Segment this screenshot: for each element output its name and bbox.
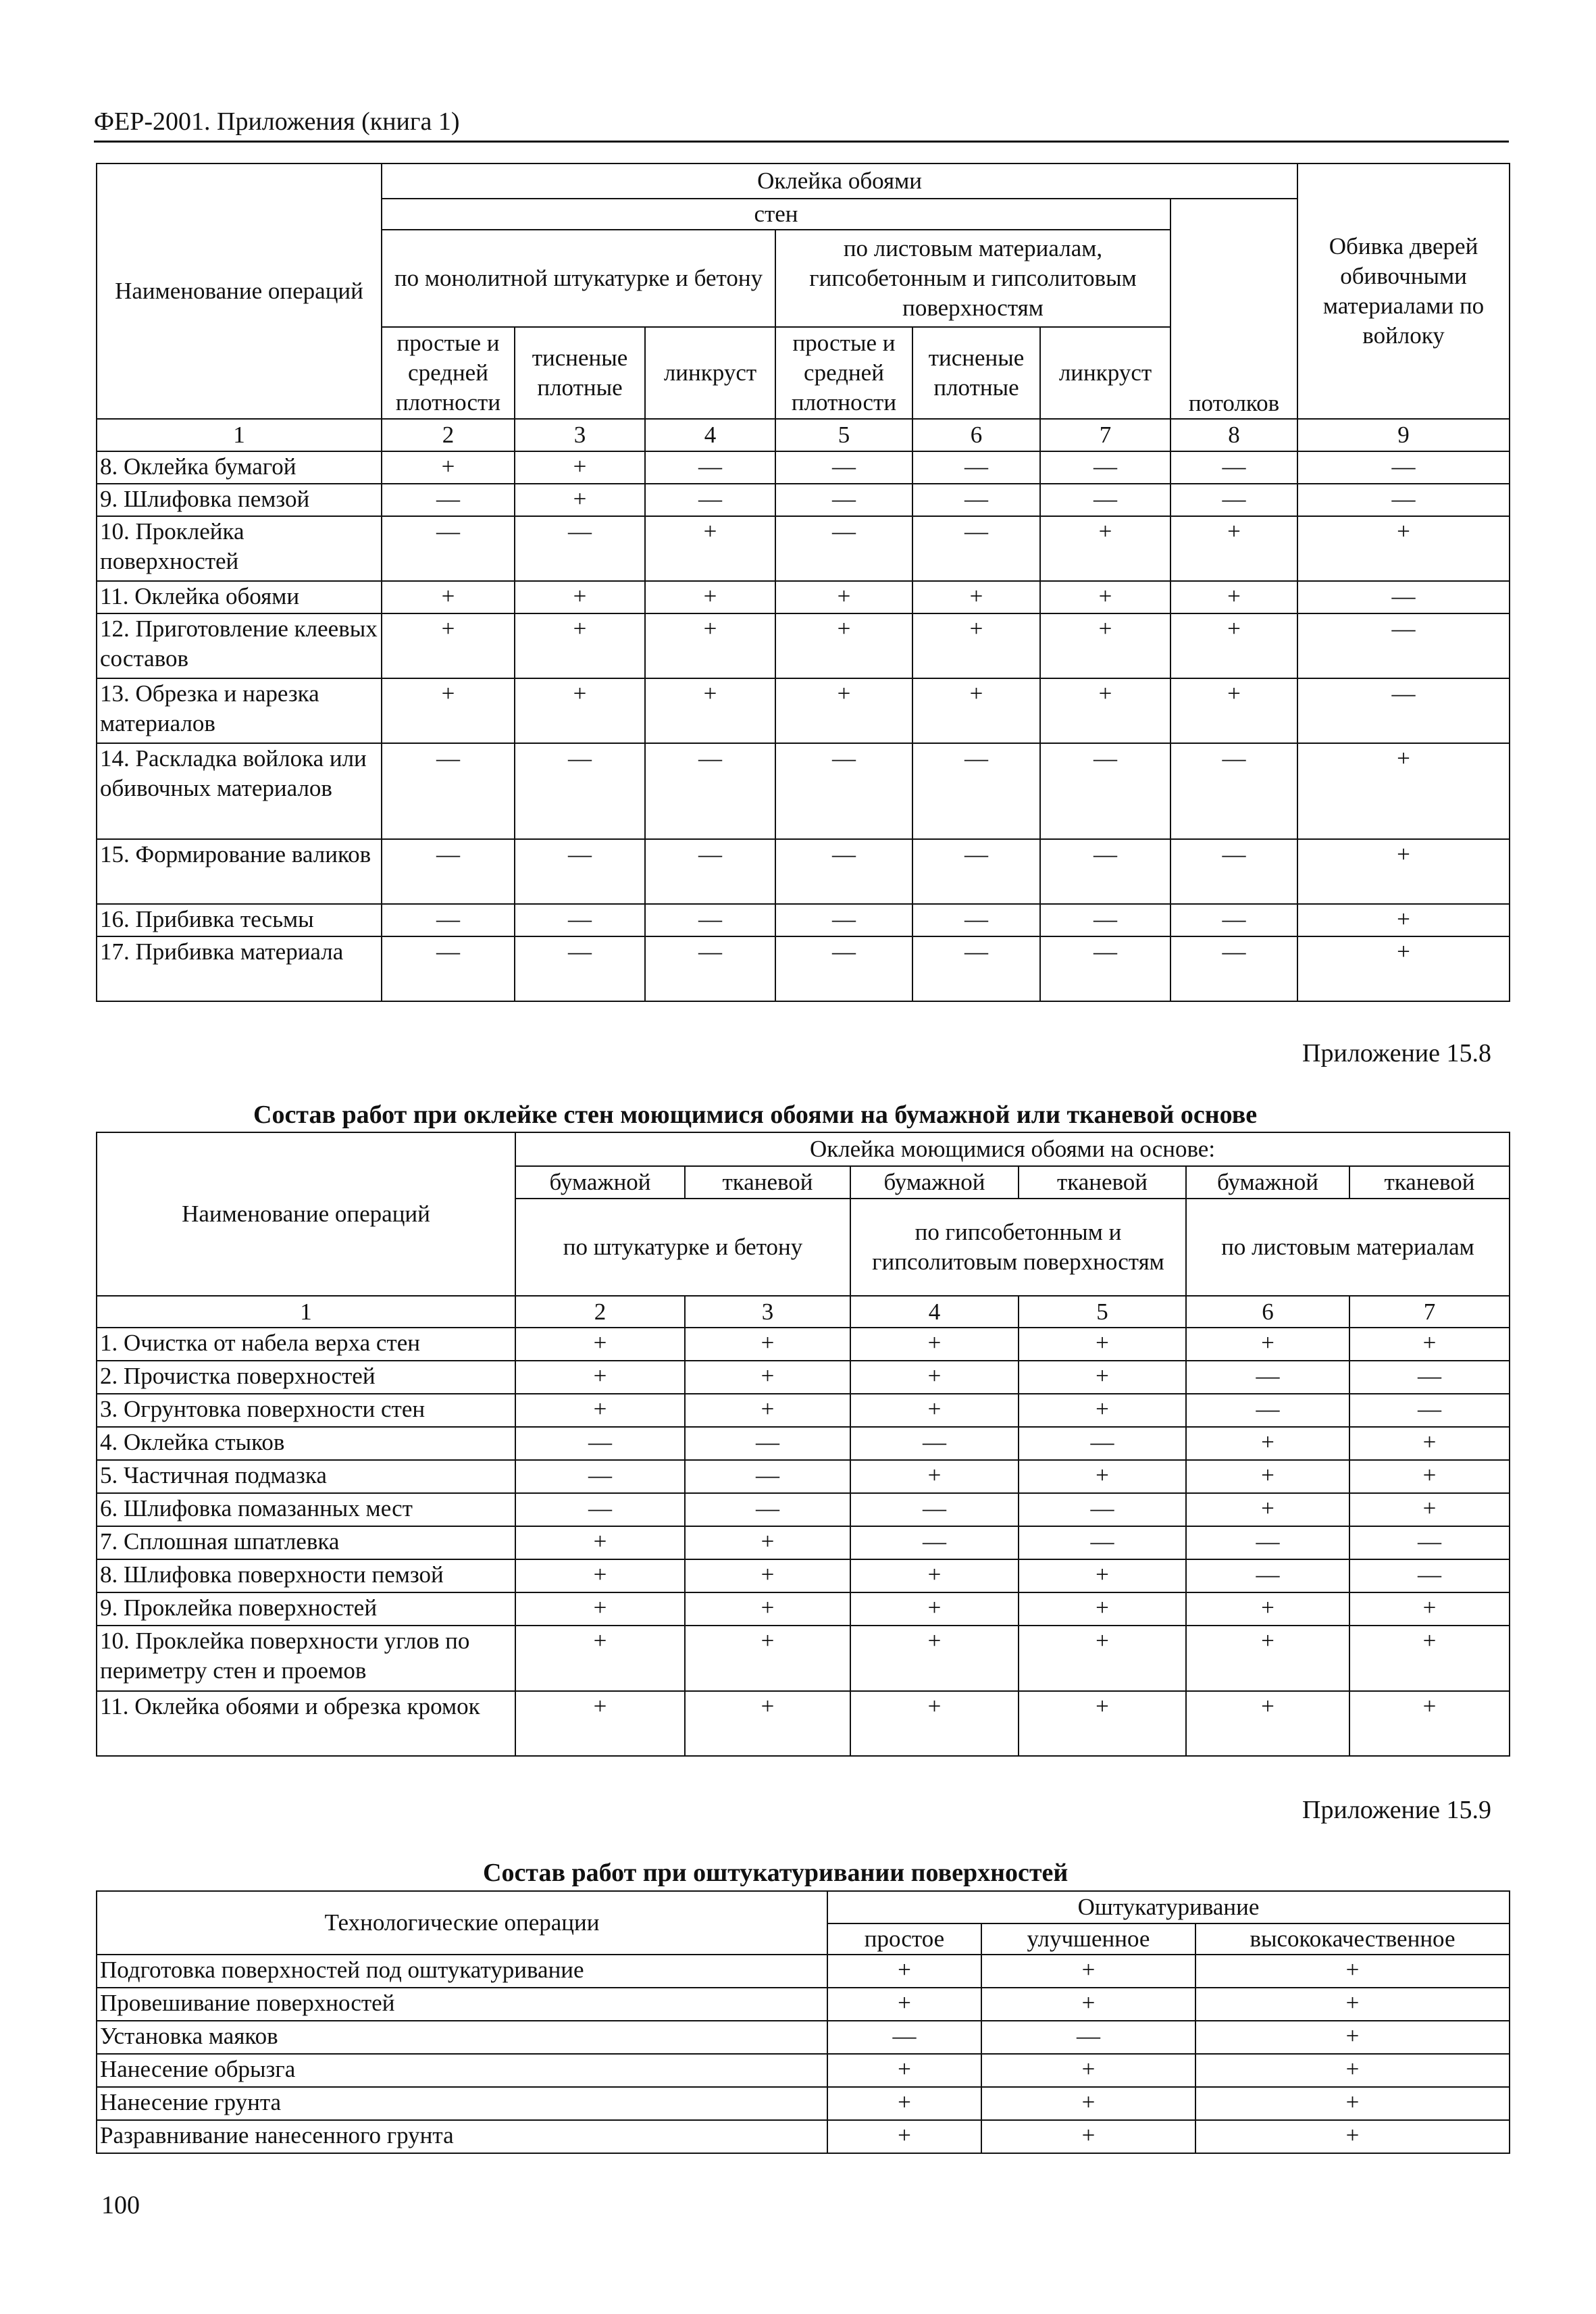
operation-name: 1. Очистка от набела верха стен [97, 1328, 515, 1361]
mark-cell: — [645, 743, 775, 839]
mark-cell: — [1040, 904, 1170, 936]
table-row [97, 451, 1510, 484]
operation-name: 9. Проклейка поверхностей [97, 1592, 515, 1626]
mark-cell: — [1349, 1526, 1510, 1559]
mark-cell: + [1170, 613, 1297, 678]
mark-cell: — [981, 2021, 1195, 2054]
table-row [97, 839, 1510, 904]
mark-cell: — [1186, 1361, 1349, 1394]
mark-cell: — [775, 936, 912, 1001]
mark-cell: + [1019, 1394, 1186, 1427]
appendix-label-15-9: Приложение 15.9 [1302, 1796, 1491, 1824]
mark-cell: — [775, 743, 912, 839]
mark-cell: — [775, 516, 912, 581]
col-header-sheet: по листовым материалам, гипсобетонным и гипсолитовым поверхностям [775, 230, 1170, 327]
table-row [97, 1460, 1510, 1493]
mark-cell: + [850, 1559, 1019, 1592]
mark-cell: + [912, 613, 1040, 678]
mark-cell: + [1019, 1559, 1186, 1592]
mark-cell: — [515, 839, 645, 904]
table-row [97, 1328, 1510, 1361]
mark-cell: — [850, 1427, 1019, 1460]
mark-cell: — [1019, 1526, 1186, 1559]
mark-cell: — [1349, 1361, 1510, 1394]
mark-cell: + [1297, 743, 1510, 839]
mark-cell: + [981, 1988, 1195, 2021]
operation-name: Нанесение обрызга [97, 2054, 827, 2087]
col-header-base: бумажной [850, 1166, 1019, 1199]
mark-cell: — [515, 1460, 685, 1493]
mark-cell: — [912, 904, 1040, 936]
operation-name: 5. Частичная подмазка [97, 1460, 515, 1493]
mark-cell: — [1186, 1526, 1349, 1559]
running-header: ФЕР-2001. Приложения (книга 1) [94, 107, 460, 136]
page-number: 100 [101, 2191, 140, 2219]
mark-cell: + [515, 581, 645, 613]
mark-cell: — [1186, 1559, 1349, 1592]
table-row [97, 2021, 1510, 2054]
table-row [97, 678, 1510, 743]
mark-cell: — [1170, 904, 1297, 936]
table-row [97, 936, 1510, 1001]
mark-cell: + [515, 451, 645, 484]
mark-cell: + [1195, 2054, 1510, 2087]
mark-cell: + [515, 484, 645, 516]
table-row [97, 904, 1510, 936]
col-header-base: тканевой [1349, 1166, 1510, 1199]
mark-cell: + [1186, 1493, 1349, 1526]
table-row [97, 1955, 1510, 1988]
mark-cell: — [1170, 484, 1297, 516]
operation-name: 10. Проклейка поверхностей [97, 516, 382, 581]
mark-cell: — [1170, 451, 1297, 484]
mark-cell: — [1170, 743, 1297, 839]
mark-cell: — [382, 743, 515, 839]
col-number: 8 [1170, 419, 1297, 451]
mark-cell: — [1186, 1394, 1349, 1427]
table-row [97, 1691, 1510, 1756]
mark-cell: — [912, 451, 1040, 484]
mark-cell: — [1040, 839, 1170, 904]
table-row [97, 1493, 1510, 1526]
col-number: 7 [1040, 419, 1170, 451]
col-header-type: высококачественное [1195, 1923, 1510, 1955]
mark-cell: — [1040, 484, 1170, 516]
mark-cell: + [912, 581, 1040, 613]
col-number: 5 [775, 419, 912, 451]
mark-cell: — [1297, 678, 1510, 743]
mark-cell: — [1349, 1559, 1510, 1592]
mark-cell: + [1195, 1955, 1510, 1988]
table-row [97, 2087, 1510, 2120]
operation-name: Разравнивание нанесенного грунта [97, 2120, 827, 2153]
mark-cell: + [912, 678, 1040, 743]
table-row [97, 1526, 1510, 1559]
col-header-type: простое [827, 1923, 981, 1955]
mark-cell: + [1019, 1626, 1186, 1691]
mark-cell: + [515, 1626, 685, 1691]
mark-cell: + [775, 581, 912, 613]
mark-cell: + [685, 1626, 850, 1691]
col-header-base: тканевой [1019, 1166, 1186, 1199]
mark-cell: — [1019, 1493, 1186, 1526]
operation-name: Нанесение грунта [97, 2087, 827, 2120]
mark-cell: — [775, 484, 912, 516]
mark-cell: — [850, 1493, 1019, 1526]
mark-cell: — [1297, 451, 1510, 484]
operation-name: Установка маяков [97, 2021, 827, 2054]
mark-cell: + [850, 1460, 1019, 1493]
mark-cell: + [1019, 1460, 1186, 1493]
col-number: 3 [685, 1296, 850, 1328]
operation-name: 17. Прибивка материала [97, 936, 382, 1001]
col-header-base: бумажной [1186, 1166, 1349, 1199]
col-header-ceilings: потолков [1170, 199, 1297, 419]
col-number: 5 [1019, 1296, 1186, 1328]
mark-cell: — [515, 936, 645, 1001]
operation-name: 16. Прибивка тесьмы [97, 904, 382, 936]
mark-cell: + [981, 2087, 1195, 2120]
mark-cell: — [1170, 936, 1297, 1001]
mark-cell: + [515, 1691, 685, 1756]
operation-name: 11. Оклейка обоями [97, 581, 382, 613]
col-header-type: улучшенное [981, 1923, 1195, 1955]
mark-cell: + [1040, 581, 1170, 613]
mark-cell: + [685, 1592, 850, 1626]
mark-cell: + [827, 1955, 981, 1988]
mark-cell: + [775, 613, 912, 678]
mark-cell: + [685, 1328, 850, 1361]
col-header-surface: по штукатурке и бетону [515, 1199, 850, 1296]
mark-cell: + [1195, 2087, 1510, 2120]
mark-cell: + [645, 613, 775, 678]
col-header-linkrust: линкруст [1040, 327, 1170, 419]
mark-cell: + [685, 1394, 850, 1427]
mark-cell: + [645, 516, 775, 581]
operation-name: 14. Раскладка войлока или обивочных материалов [97, 743, 382, 839]
mark-cell: + [685, 1559, 850, 1592]
table-row [97, 516, 1510, 581]
mark-cell: — [1170, 839, 1297, 904]
mark-cell: — [645, 484, 775, 516]
mark-cell: — [645, 451, 775, 484]
table-caption-15-8: Состав работ при оклейке стен моющимися обоями на бумажной или тканевой основе [253, 1101, 1258, 1129]
mark-cell: + [1195, 2021, 1510, 2054]
mark-cell: — [1040, 451, 1170, 484]
col-header-main: Оклейка моющимися обоями на основе: [515, 1132, 1510, 1166]
mark-cell: + [1349, 1460, 1510, 1493]
mark-cell: + [1297, 516, 1510, 581]
mark-cell: + [1170, 678, 1297, 743]
col-number: 6 [912, 419, 1040, 451]
mark-cell: — [775, 904, 912, 936]
mark-cell: — [775, 451, 912, 484]
mark-cell: + [1040, 516, 1170, 581]
mark-cell: + [1019, 1361, 1186, 1394]
mark-cell: — [912, 516, 1040, 581]
col-header-doors: Обивка дверей обивочными материалами по войлоку [1297, 164, 1510, 419]
mark-cell: + [515, 1526, 685, 1559]
mark-cell: — [382, 516, 515, 581]
table-body [97, 1328, 1510, 1756]
table-washable-wallpaper [96, 1132, 1510, 1757]
mark-cell: + [827, 1988, 981, 2021]
mark-cell: — [515, 516, 645, 581]
mark-cell: + [850, 1691, 1019, 1756]
table-row [97, 1592, 1510, 1626]
mark-cell: + [1019, 1328, 1186, 1361]
col-header-embossed: тисненые плотные [515, 327, 645, 419]
col-number: 9 [1297, 419, 1510, 451]
mark-cell: + [1186, 1328, 1349, 1361]
operation-name: 6. Шлифовка помазанных мест [97, 1493, 515, 1526]
col-number: 4 [645, 419, 775, 451]
mark-cell: — [645, 936, 775, 1001]
mark-cell: + [1297, 839, 1510, 904]
mark-cell: — [1349, 1394, 1510, 1427]
mark-cell: + [1349, 1592, 1510, 1626]
col-header-walls: стен [382, 199, 1170, 230]
mark-cell: + [1349, 1427, 1510, 1460]
mark-cell: + [1349, 1626, 1510, 1691]
mark-cell: + [645, 678, 775, 743]
mark-cell: + [827, 2087, 981, 2120]
col-number: 2 [382, 419, 515, 451]
operation-name: 12. Приготовление клеевых составов [97, 613, 382, 678]
mark-cell: + [1349, 1493, 1510, 1526]
mark-cell: + [1186, 1460, 1349, 1493]
mark-cell: + [1019, 1691, 1186, 1756]
mark-cell: — [685, 1493, 850, 1526]
mark-cell: — [382, 936, 515, 1001]
mark-cell: — [645, 904, 775, 936]
mark-cell: — [645, 839, 775, 904]
mark-cell: + [981, 2120, 1195, 2153]
mark-cell: + [515, 1328, 685, 1361]
table-row [97, 1361, 1510, 1394]
col-header-main: Оклейка обоями [382, 164, 1297, 199]
operation-name: Подготовка поверхностей под оштукатуривание [97, 1955, 827, 1988]
mark-cell: + [850, 1394, 1019, 1427]
table-row [97, 1626, 1510, 1691]
col-number: 1 [97, 419, 382, 451]
mark-cell: + [1349, 1328, 1510, 1361]
mark-cell: + [382, 678, 515, 743]
table-body [97, 451, 1510, 1001]
mark-cell: — [912, 936, 1040, 1001]
mark-cell: + [685, 1526, 850, 1559]
table-body [97, 1955, 1510, 2153]
mark-cell: + [1019, 1592, 1186, 1626]
operation-name: 7. Сплошная шпатлевка [97, 1526, 515, 1559]
table-row [97, 1559, 1510, 1592]
mark-cell: — [685, 1460, 850, 1493]
mark-cell: — [685, 1427, 850, 1460]
mark-cell: + [827, 2054, 981, 2087]
col-number: 1 [97, 1296, 515, 1328]
mark-cell: + [850, 1328, 1019, 1361]
operation-name: 3. Огрунтовка поверхности стен [97, 1394, 515, 1427]
mark-cell: — [382, 904, 515, 936]
mark-cell: — [1297, 581, 1510, 613]
col-header-base: тканевой [685, 1166, 850, 1199]
col-number: 2 [515, 1296, 685, 1328]
mark-cell: + [850, 1361, 1019, 1394]
table-row [97, 484, 1510, 516]
mark-cell: + [1186, 1626, 1349, 1691]
table-plastering [96, 1890, 1510, 2154]
table-row [97, 1394, 1510, 1427]
mark-cell: + [685, 1691, 850, 1756]
mark-cell: + [515, 1559, 685, 1592]
mark-cell: + [850, 1626, 1019, 1691]
col-header-simple: простые и средней плотности [775, 327, 912, 419]
mark-cell: + [1040, 613, 1170, 678]
table-row [97, 2120, 1510, 2153]
table-row [97, 1427, 1510, 1460]
mark-cell: — [382, 484, 515, 516]
mark-cell: + [1186, 1592, 1349, 1626]
header-rule [94, 141, 1509, 143]
col-header-surface: по листовым материалам [1186, 1199, 1510, 1296]
operation-name: 8. Оклейка бумагой [97, 451, 382, 484]
col-header-name: Наименование операций [97, 1132, 515, 1296]
mark-cell: — [912, 484, 1040, 516]
col-header-name: Технологические операции [97, 1891, 827, 1955]
col-header-surface: по гипсобетонным и гипсолитовым поверхностям [850, 1199, 1186, 1296]
mark-cell: + [1186, 1427, 1349, 1460]
mark-cell: — [912, 743, 1040, 839]
col-number: 3 [515, 419, 645, 451]
appendix-label-15-8: Приложение 15.8 [1302, 1039, 1491, 1067]
mark-cell: — [515, 1493, 685, 1526]
mark-cell: + [1186, 1691, 1349, 1756]
mark-cell: — [1297, 484, 1510, 516]
mark-cell: — [827, 2021, 981, 2054]
operation-name: 15. Формирование валиков [97, 839, 382, 904]
table-caption-15-9: Состав работ при оштукатуривании поверхностей [483, 1859, 1069, 1887]
mark-cell: — [515, 743, 645, 839]
operation-name: 13. Обрезка и нарезка материалов [97, 678, 382, 743]
mark-cell: + [515, 678, 645, 743]
mark-cell: + [382, 613, 515, 678]
mark-cell: + [775, 678, 912, 743]
table-row [97, 743, 1510, 839]
mark-cell: + [1040, 678, 1170, 743]
operation-name: 4. Оклейка стыков [97, 1427, 515, 1460]
mark-cell: + [981, 2054, 1195, 2087]
mark-cell: + [1195, 1988, 1510, 2021]
table-row [97, 1988, 1510, 2021]
mark-cell: + [827, 2120, 981, 2153]
mark-cell: — [382, 839, 515, 904]
operation-name: 10. Проклейка поверхности углов по периметру стен и проемов [97, 1626, 515, 1691]
mark-cell: + [1297, 904, 1510, 936]
mark-cell: + [515, 1394, 685, 1427]
mark-cell: + [685, 1361, 850, 1394]
mark-cell: + [382, 581, 515, 613]
mark-cell: — [1019, 1427, 1186, 1460]
mark-cell: + [1170, 516, 1297, 581]
table-row [97, 613, 1510, 678]
mark-cell: + [850, 1592, 1019, 1626]
mark-cell: + [515, 613, 645, 678]
col-header-simple: простые и средней плотности [382, 327, 515, 419]
mark-cell: — [775, 839, 912, 904]
mark-cell: — [912, 839, 1040, 904]
col-header-linkrust: линкруст [645, 327, 775, 419]
col-header-embossed: тисненые плотные [912, 327, 1040, 419]
operation-name: 2. Прочистка поверхностей [97, 1361, 515, 1394]
col-header-name: Наименование операций [97, 164, 382, 419]
mark-cell: — [515, 1427, 685, 1460]
table-row [97, 581, 1510, 613]
operation-name: Провешивание поверхностей [97, 1988, 827, 2021]
col-header-monolithic: по монолитной штукатурке и бетону [382, 230, 775, 327]
mark-cell: + [981, 1955, 1195, 1988]
mark-cell: — [1040, 936, 1170, 1001]
mark-cell: — [1040, 743, 1170, 839]
operation-name: 11. Оклейка обоями и обрезка кромок [97, 1691, 515, 1756]
col-number: 4 [850, 1296, 1019, 1328]
table-row [97, 2054, 1510, 2087]
operation-name: 9. Шлифовка пемзой [97, 484, 382, 516]
operation-name: 8. Шлифовка поверхности пемзой [97, 1559, 515, 1592]
col-number: 7 [1349, 1296, 1510, 1328]
mark-cell: + [1297, 936, 1510, 1001]
mark-cell: + [1349, 1691, 1510, 1756]
mark-cell: + [645, 581, 775, 613]
mark-cell: — [515, 904, 645, 936]
mark-cell: + [515, 1361, 685, 1394]
col-number: 6 [1186, 1296, 1349, 1328]
mark-cell: + [382, 451, 515, 484]
mark-cell: + [1170, 581, 1297, 613]
mark-cell: + [515, 1592, 685, 1626]
mark-cell: — [850, 1526, 1019, 1559]
table-wallpapering-continued [96, 163, 1510, 1002]
col-header-base: бумажной [515, 1166, 685, 1199]
col-header-main: Оштукатуривание [827, 1891, 1510, 1923]
mark-cell: + [1195, 2120, 1510, 2153]
mark-cell: — [1297, 613, 1510, 678]
